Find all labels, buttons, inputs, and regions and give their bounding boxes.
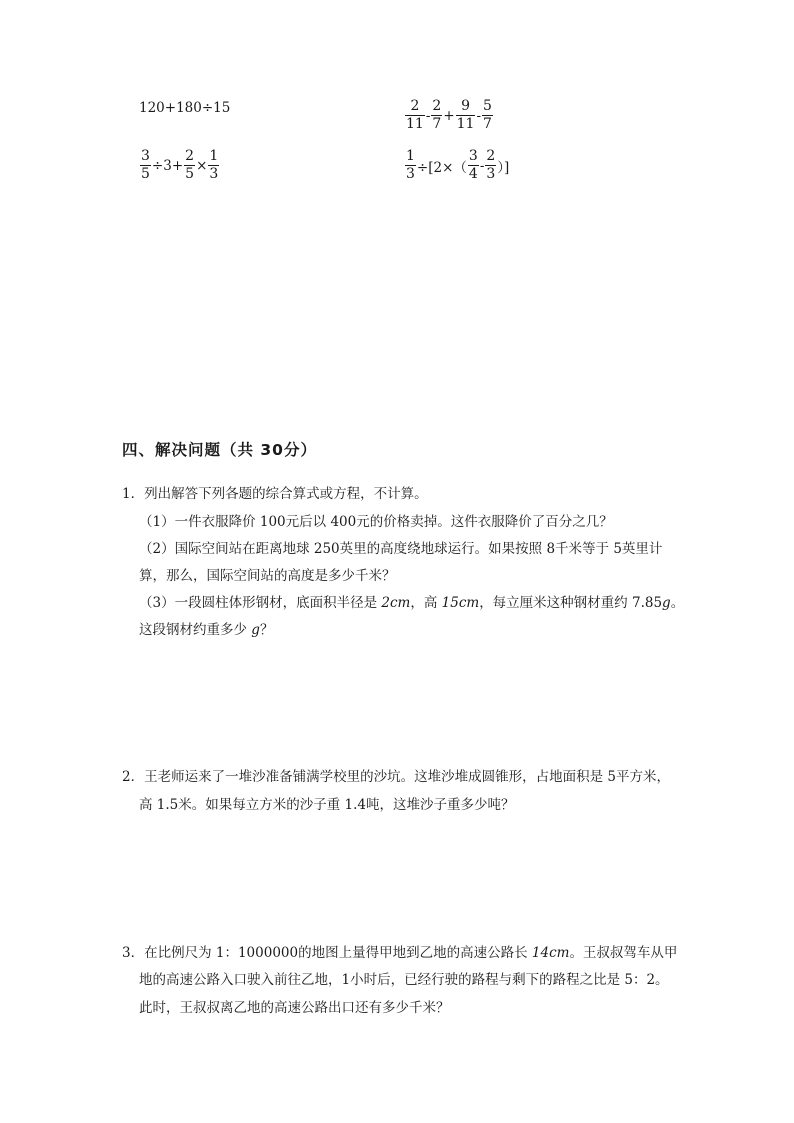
- question-2-line-2: 高 1.5米。如果每立方米的沙子重 1.4吨，这堆沙子重多少吨？: [139, 797, 515, 813]
- fraction: $\frac{9}{11}$: [456, 98, 475, 132]
- question-1-part-2-line-2: 算，那么，国际空间站的高度是多少千米？: [139, 568, 396, 584]
- fraction: $\frac{2}{11}$: [406, 98, 424, 132]
- question-1-stem: 1．列出解答下列各题的综合算式或方程，不计算。: [122, 486, 428, 502]
- operator: ÷3+: [151, 157, 184, 174]
- operator: ×: [196, 157, 208, 174]
- fraction: $\frac{2}{7}$: [432, 98, 442, 132]
- expression-3: [139, 148, 220, 183]
- question-1-part-1: （1）一件衣服降价 100元后以 400元的价格卖掉。这件衣服降价了百分之几？: [139, 514, 613, 530]
- question-3-line-3: 此时，王叔叔离乙地的高速公路出口还有多少千米？: [139, 1000, 450, 1016]
- question-1-part-3-line-1: （3）一段圆柱体形钢材，底面积半径是 2cm，高 15cm，每立厘米这种钢材重约 7.85g。: [139, 595, 685, 611]
- fraction: $\frac{1}{3}$: [406, 148, 415, 182]
- operator: ÷[2×（: [416, 159, 467, 176]
- operator: -: [476, 107, 482, 124]
- operator: -: [479, 157, 485, 174]
- question-3-line-2: 地的高速公路入口驶入前往乙地，1小时后，已经行驶的路程与剩下的路程之比是 5：2。: [139, 972, 669, 988]
- operator: +: [443, 107, 455, 124]
- fraction: $\frac{5}{7}$: [483, 98, 492, 132]
- section-title: 四、解决问题（共 30分）: [122, 441, 317, 459]
- question-3-line-1: 3．在比例尺为 1：1000000的地图上量得甲地到乙地的高速公路长 14cm。王叔叔驾车从甲: [122, 945, 678, 961]
- expression-1: [139, 98, 230, 118]
- question-1-part-2-line-1: （2）国际空间站在距离地球 250英里的高度绕地球运行。如果按照 8千米等于 5英里计: [139, 541, 663, 557]
- operator: ）]: [497, 159, 510, 176]
- fraction: $\frac{2}{3}$: [486, 148, 496, 182]
- fraction: $\frac{2}{5}$: [185, 148, 195, 182]
- question-2-line-1: 2．王老师运来了一堆沙准备铺满学校里的沙坑。这堆沙堆成圆锥形，占地面积是 5平方米，: [122, 769, 670, 785]
- fraction: $\frac{3}{5}$: [141, 148, 150, 182]
- expression-2: [404, 98, 494, 133]
- fraction: $\frac{1}{3}$: [209, 148, 219, 182]
- expression-1-text: 120+180÷15: [139, 100, 231, 116]
- fraction: $\frac{3}{4}$: [468, 148, 478, 182]
- question-1-part-3-line-2: 这段钢材约重多少 g？: [139, 622, 274, 638]
- operator: -: [425, 107, 431, 124]
- expression-4: [404, 148, 509, 183]
